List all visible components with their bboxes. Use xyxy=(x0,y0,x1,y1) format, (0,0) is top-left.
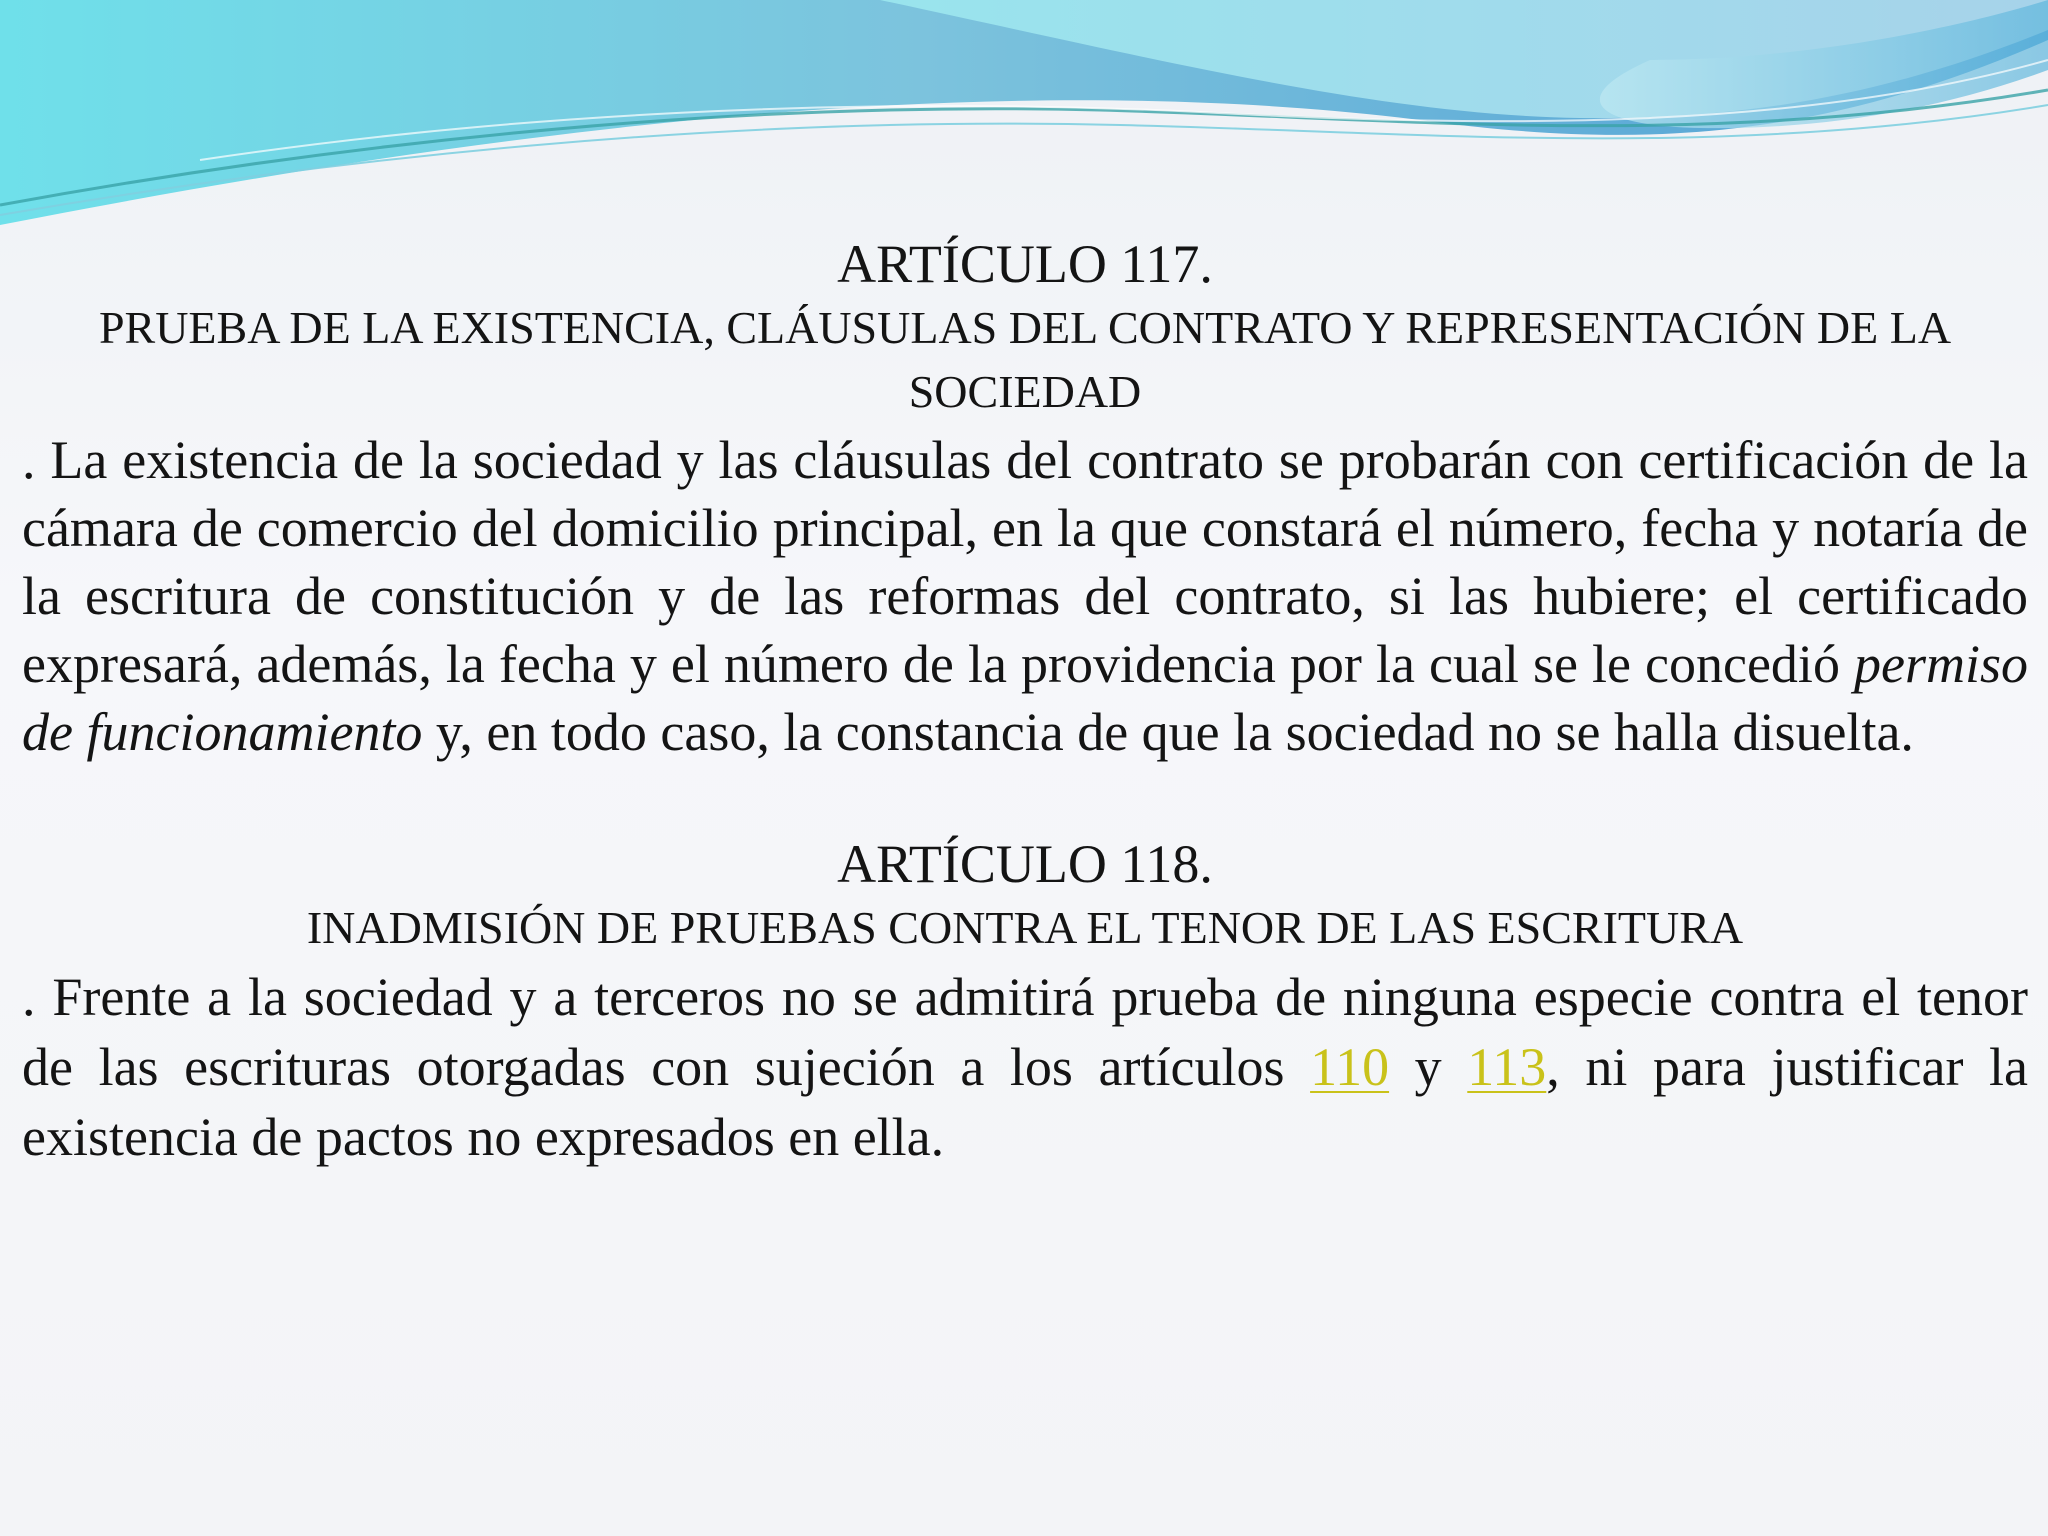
article-117-italic-term: permiso de funcionamiento xyxy=(22,634,2028,762)
article-118-number: ARTÍCULO 118. xyxy=(837,834,1213,894)
article-117-number: ARTÍCULO 117. xyxy=(837,234,1213,294)
article-117-body-ending: y, en todo caso, la constancia de que la sociedad no se halla disuelta. xyxy=(422,702,1914,762)
decorative-wave-header xyxy=(0,0,2048,240)
article-117 xyxy=(22,232,2028,766)
article-110-link[interactable]: 110 xyxy=(1310,1037,1390,1097)
article-118-body xyxy=(22,962,2028,1172)
article-118 xyxy=(22,832,2028,1172)
article-118-body-text: . Frente a la sociedad y a terceros no se admitirá prueba de ninguna especie contra el tenor de las escrituras otorgadas con sujeción a los artículos xyxy=(22,967,2028,1097)
article-117-body-text: . La existencia de la sociedad y las cláusulas del contrato se probarán con certificación de la cámara de comercio del domicilio principal, en la que constará el número, fecha y notaría de la escritura de constitución y de las reformas del contrato, si las hubiere; el certificado expresará, además, la fecha y el número de la providencia por la cual se le concedió xyxy=(22,430,2028,694)
article-118-title: INADMISIÓN DE PRUEBAS CONTRA EL TENOR DE LAS ESCRITURA xyxy=(306,902,1744,953)
article-117-body xyxy=(22,426,2028,766)
article-118-body-ending: , ni para justificar la existencia de pactos no expresados en ella. xyxy=(22,1037,2028,1167)
slide-content xyxy=(22,232,2028,1172)
article-118-body-connector: y xyxy=(1389,1037,1468,1097)
section-spacer xyxy=(22,766,2028,832)
article-113-link[interactable]: 113 xyxy=(1467,1037,1547,1097)
article-117-title: PRUEBA DE LA EXISTENCIA, CLÁUSULAS DEL CONTRATO Y REPRESENTACIÓN DE LA SOCIEDAD xyxy=(98,302,1952,417)
